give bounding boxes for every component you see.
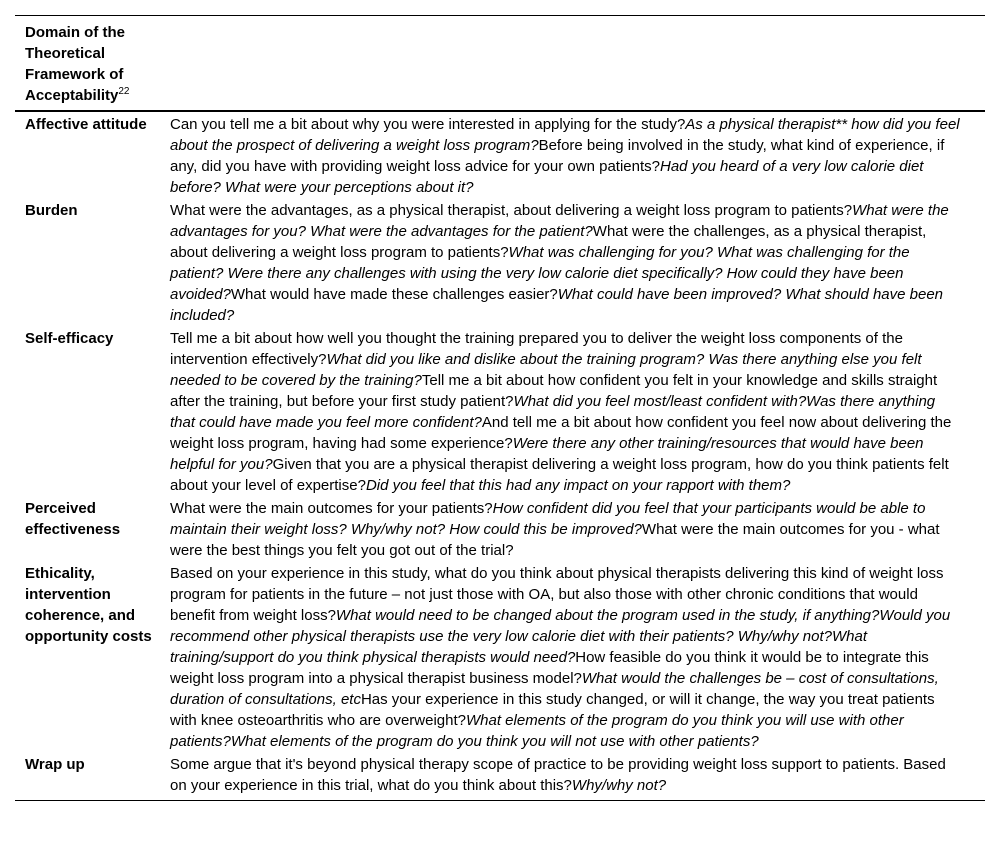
domain-cell: Perceived effectiveness: [25, 500, 121, 538]
main-question-text: What were the main outcomes for you - what were the best things you felt you got out of the trial?: [170, 521, 940, 559]
questions-cell: [170, 563, 960, 752]
main-question-text: What were the challenges, as a physical therapist, about delivering a weight loss program to patients?: [170, 223, 927, 261]
main-question-text: How feasible do you think it would be to integrate this weight loss program into a physical therapist business model?: [170, 649, 929, 687]
table-body: [15, 112, 985, 801]
main-question-text: Tell me a bit about how confident you felt in your knowledge and skills straight after the training, but before your first study patient?: [170, 372, 938, 410]
prompt-question-text: What did you like and dislike about the training program? Was there anything else you felt needed to be covered by the training?: [170, 351, 922, 389]
prompt-question-text: What could have been improved? What should have been included?: [170, 286, 944, 324]
table-row: [15, 561, 985, 752]
questions-cell: [170, 754, 960, 796]
questions-cell: [170, 200, 960, 326]
table-header-row: [15, 16, 985, 112]
prompt-question-text: What were the advantages for you? What were the advantages for the patient?: [170, 202, 949, 240]
domain-cell: Wrap up: [25, 756, 85, 773]
prompt-question-text: What would the challenges be – cost of consultations, duration of consultations, etc: [170, 670, 939, 708]
prompt-question-text: What was challenging for you? What was challenging for the patient? Were there any challenges with using the very low calorie diet specifically? How could they have been avoided?: [170, 244, 910, 303]
domain-cell: Ethicality, intervention coherence, and opportunity costs: [25, 565, 152, 645]
main-question-text: Some argue that it's beyond physical therapy scope of practice to be providing weight loss support to patients. Based on your experience in this trial, what do you think about this?: [170, 756, 946, 794]
prompt-question-text: As a physical therapist** how did you feel about the prospect of delivering a weight loss program?: [170, 116, 960, 154]
table-row: [15, 752, 985, 796]
prompt-question-text: Why/why not?: [571, 777, 667, 794]
prompt-question-text: Were there any other training/resources that would have been helpful for you?: [170, 435, 924, 473]
interview-guide-table: [15, 15, 985, 801]
main-question-text: Given that you are a physical therapist delivering a weight loss program, how do you think patients felt about your level of expertise?: [170, 456, 949, 494]
header-reference-superscript: 22: [118, 86, 130, 97]
prompt-question-text: What would need to be changed about the program used in the study, if anything?Would you recommend other physical therapists use the very low calorie diet with their patients? Why/why not?What training/support do you think physical therapists would need?: [170, 607, 951, 666]
questions-cell: [170, 498, 960, 561]
table-row: [15, 198, 985, 326]
prompt-question-text: What did you feel most/least confident with?Was there anything that could have made you feel more confident?: [170, 393, 936, 431]
prompt-question-text: Had you heard of a very low calorie diet before? What were your perceptions about it?: [170, 158, 924, 196]
header-questions-column: [160, 22, 985, 106]
table-row: [15, 496, 985, 561]
questions-cell: [170, 114, 960, 198]
prompt-question-text: What elements of the program do you think you will use with other patients?What elements of the program do you think you will not use with other patients?: [170, 712, 904, 750]
main-question-text: And tell me a bit about how confident you feel now about delivering the weight loss program, having had some experience?: [170, 414, 952, 452]
domain-cell: Burden: [25, 202, 78, 219]
prompt-question-text: Did you feel that this had any impact on your rapport with them?: [365, 477, 791, 494]
table-row: [15, 112, 985, 198]
header-domain-label: Domain of the Theoretical Framework of Acceptability: [25, 24, 125, 104]
main-question-text: Tell me a bit about how well you thought the training prepared you to deliver the weight loss components of the intervention effectively?: [170, 330, 903, 368]
main-question-text: What would have made these challenges easier?: [230, 286, 558, 303]
header-domain-column: [25, 22, 160, 106]
domain-cell: Self-efficacy: [25, 330, 114, 347]
main-question-text: Based on your experience in this study, what do you think about physical therapists delivering this kind of weight loss program for patients in the future – not just those with OA, but also those with other chronic conditions that would benefit from weight loss?: [170, 565, 944, 624]
table-row: [15, 326, 985, 496]
questions-cell: [170, 328, 960, 496]
main-question-text: What were the advantages, as a physical therapist, about delivering a weight loss program to patients?: [170, 202, 853, 219]
main-question-text: What were the main outcomes for your patients?: [170, 500, 493, 517]
main-question-text: Has your experience in this study changed, or will it change, the way you treat patients with knee osteoarthritis who are overweight?: [170, 691, 935, 729]
main-question-text: Before being involved in the study, what kind of experience, if any, did you have with providing weight loss advice for your own patients?: [170, 137, 945, 175]
domain-cell: Affective attitude: [25, 116, 147, 133]
prompt-question-text: How confident did you feel that your participants would be able to maintain their weight loss? Why/why not? How could this be improved?: [170, 500, 926, 538]
main-question-text: Can you tell me a bit about why you were interested in applying for the study?: [170, 116, 686, 133]
